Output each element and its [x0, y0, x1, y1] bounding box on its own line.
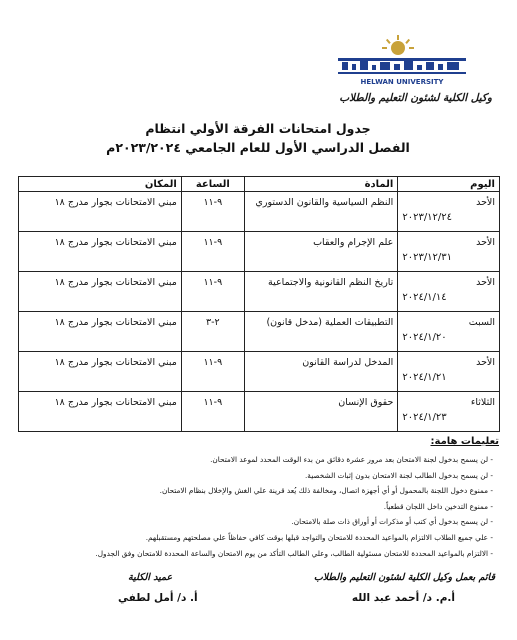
day-date: ٢٠٢٤/١/١٤ — [402, 292, 447, 303]
cell-subject: المدخل لدراسة القانون — [244, 352, 398, 392]
table-row — [19, 232, 500, 272]
list-item: - لن يسمح بدخول أي كتب أو مذكرات أو أوراق ذات صلة بالامتحان. — [33, 514, 493, 530]
cell-subject: علم الإجرام والعقاب — [244, 232, 398, 272]
header-subject: المادة — [244, 177, 398, 192]
day-name: الأحد — [476, 237, 495, 248]
cell-day — [398, 312, 500, 352]
list-item: - الالتزام بالمواعيد المحددة للامتحان مسئولية الطالب، وعلي الطالب التأكد من يوم الامتحان والساعة المحددة للامتحان وفق الجدول. — [33, 546, 493, 562]
cell-place: مبني الامتحانات بجوار مدرج ١٨ — [19, 312, 182, 352]
cell-time: ٩-١١ — [181, 192, 244, 232]
cell-time: ٩-١١ — [181, 392, 244, 432]
university-logo — [320, 34, 480, 92]
cell-place: مبني الامتحانات بجوار مدرج ١٨ — [19, 392, 182, 432]
cell-subject: النظم السياسية والقانون الدستوري — [244, 192, 398, 232]
cell-time: ٩-١١ — [181, 352, 244, 392]
list-item: - علي جميع الطلاب الالتزام بالمواعيد المحددة للامتحان والتواجد قبلها بوقت كافي حفاظاً علي مصلحتهم ومستقبلهم. — [33, 530, 493, 546]
day-name: الأحد — [476, 357, 495, 368]
day-name: الأحد — [476, 277, 495, 288]
cell-day — [398, 192, 500, 232]
cell-time: ٩-١١ — [181, 272, 244, 312]
vice-dean-name: أ.م. د/ أحمد عبد الله — [351, 592, 455, 604]
dean-name: أ. د/ أمل لطفي — [118, 592, 198, 604]
list-item: - لن يسمح بدخول لجنة الامتحان بعد مرور عشرة دقائق من بدء الوقت المحدد لموعد الامتحان. — [33, 452, 493, 468]
table-row — [19, 192, 500, 232]
cell-day — [398, 392, 500, 432]
cell-day — [398, 272, 500, 312]
day-date: ٢٠٢٤/١/٢١ — [402, 372, 447, 383]
exam-schedule-table — [18, 176, 500, 432]
cell-place: مبني الامتحانات بجوار مدرج ١٨ — [19, 272, 182, 312]
table-header-row — [19, 177, 500, 192]
day-name: الأحد — [476, 197, 495, 208]
cell-subject: تاريخ النظم القانونية والاجتماعية — [244, 272, 398, 312]
logo-caption: HELWAN UNIVERSITY — [360, 78, 444, 86]
table-row — [19, 272, 500, 312]
cell-time: ٩-١١ — [181, 232, 244, 272]
page-subtitle: الفصل الدراسي الأول للعام الجامعي ٢٠٢٣/٢٠٢٤م — [106, 140, 410, 155]
day-name: السبت — [468, 317, 495, 328]
header-day: اليوم — [398, 177, 500, 192]
instructions-list — [33, 452, 493, 561]
page-title: جدول امتحانات الفرقة الأولي انتظام — [145, 121, 371, 136]
cell-day — [398, 232, 500, 272]
day-name: الثلاثاء — [470, 397, 495, 408]
cell-place: مبني الامتحانات بجوار مدرج ١٨ — [19, 232, 182, 272]
header-place: المكان — [19, 177, 182, 192]
cell-place: مبني الامتحانات بجوار مدرج ١٨ — [19, 352, 182, 392]
dean-title: عميد الكلية — [128, 572, 173, 583]
cell-day — [398, 352, 500, 392]
day-date: ٢٠٢٤/١/٢٠ — [402, 332, 447, 343]
vice-dean-title: قائم بعمل وكيل الكلية لشئون التعليم والطلاب — [313, 572, 495, 583]
cell-subject: حقوق الإنسان — [244, 392, 398, 432]
day-date: ٢٠٢٤/١/٢٣ — [402, 412, 447, 423]
day-date: ٢٠٢٣/١٢/٢٤ — [402, 212, 453, 223]
cell-place: مبني الامتحانات بجوار مدرج ١٨ — [19, 192, 182, 232]
helwan-logo-icon — [320, 34, 480, 92]
table-row — [19, 352, 500, 392]
list-item: - لن يسمح بدخول الطالب لجنة الامتحان بدون إثبات الشخصية. — [33, 468, 493, 484]
list-item: - ممنوع دخول اللجنة بالمحمول أو أي أجهزة اتصال، ومخالفة ذلك يُعد قرينة علي الغش والإخلال بنظام الامتحان. — [33, 483, 493, 499]
table-row — [19, 312, 500, 352]
day-date: ٢٠٢٣/١٢/٣١ — [402, 252, 453, 263]
cell-time: ٢-٣ — [181, 312, 244, 352]
cell-subject: التطبيقات العملية (مدخل قانون) — [244, 312, 398, 352]
org-line: وكيل الكلية لشئون التعليم والطلاب — [339, 92, 492, 104]
instructions-title: تعليمات هامة: — [430, 436, 499, 447]
list-item: - ممنوع التدخين داخل اللجان قطعياً. — [33, 499, 493, 515]
table-row — [19, 392, 500, 432]
header-time: الساعة — [181, 177, 244, 192]
